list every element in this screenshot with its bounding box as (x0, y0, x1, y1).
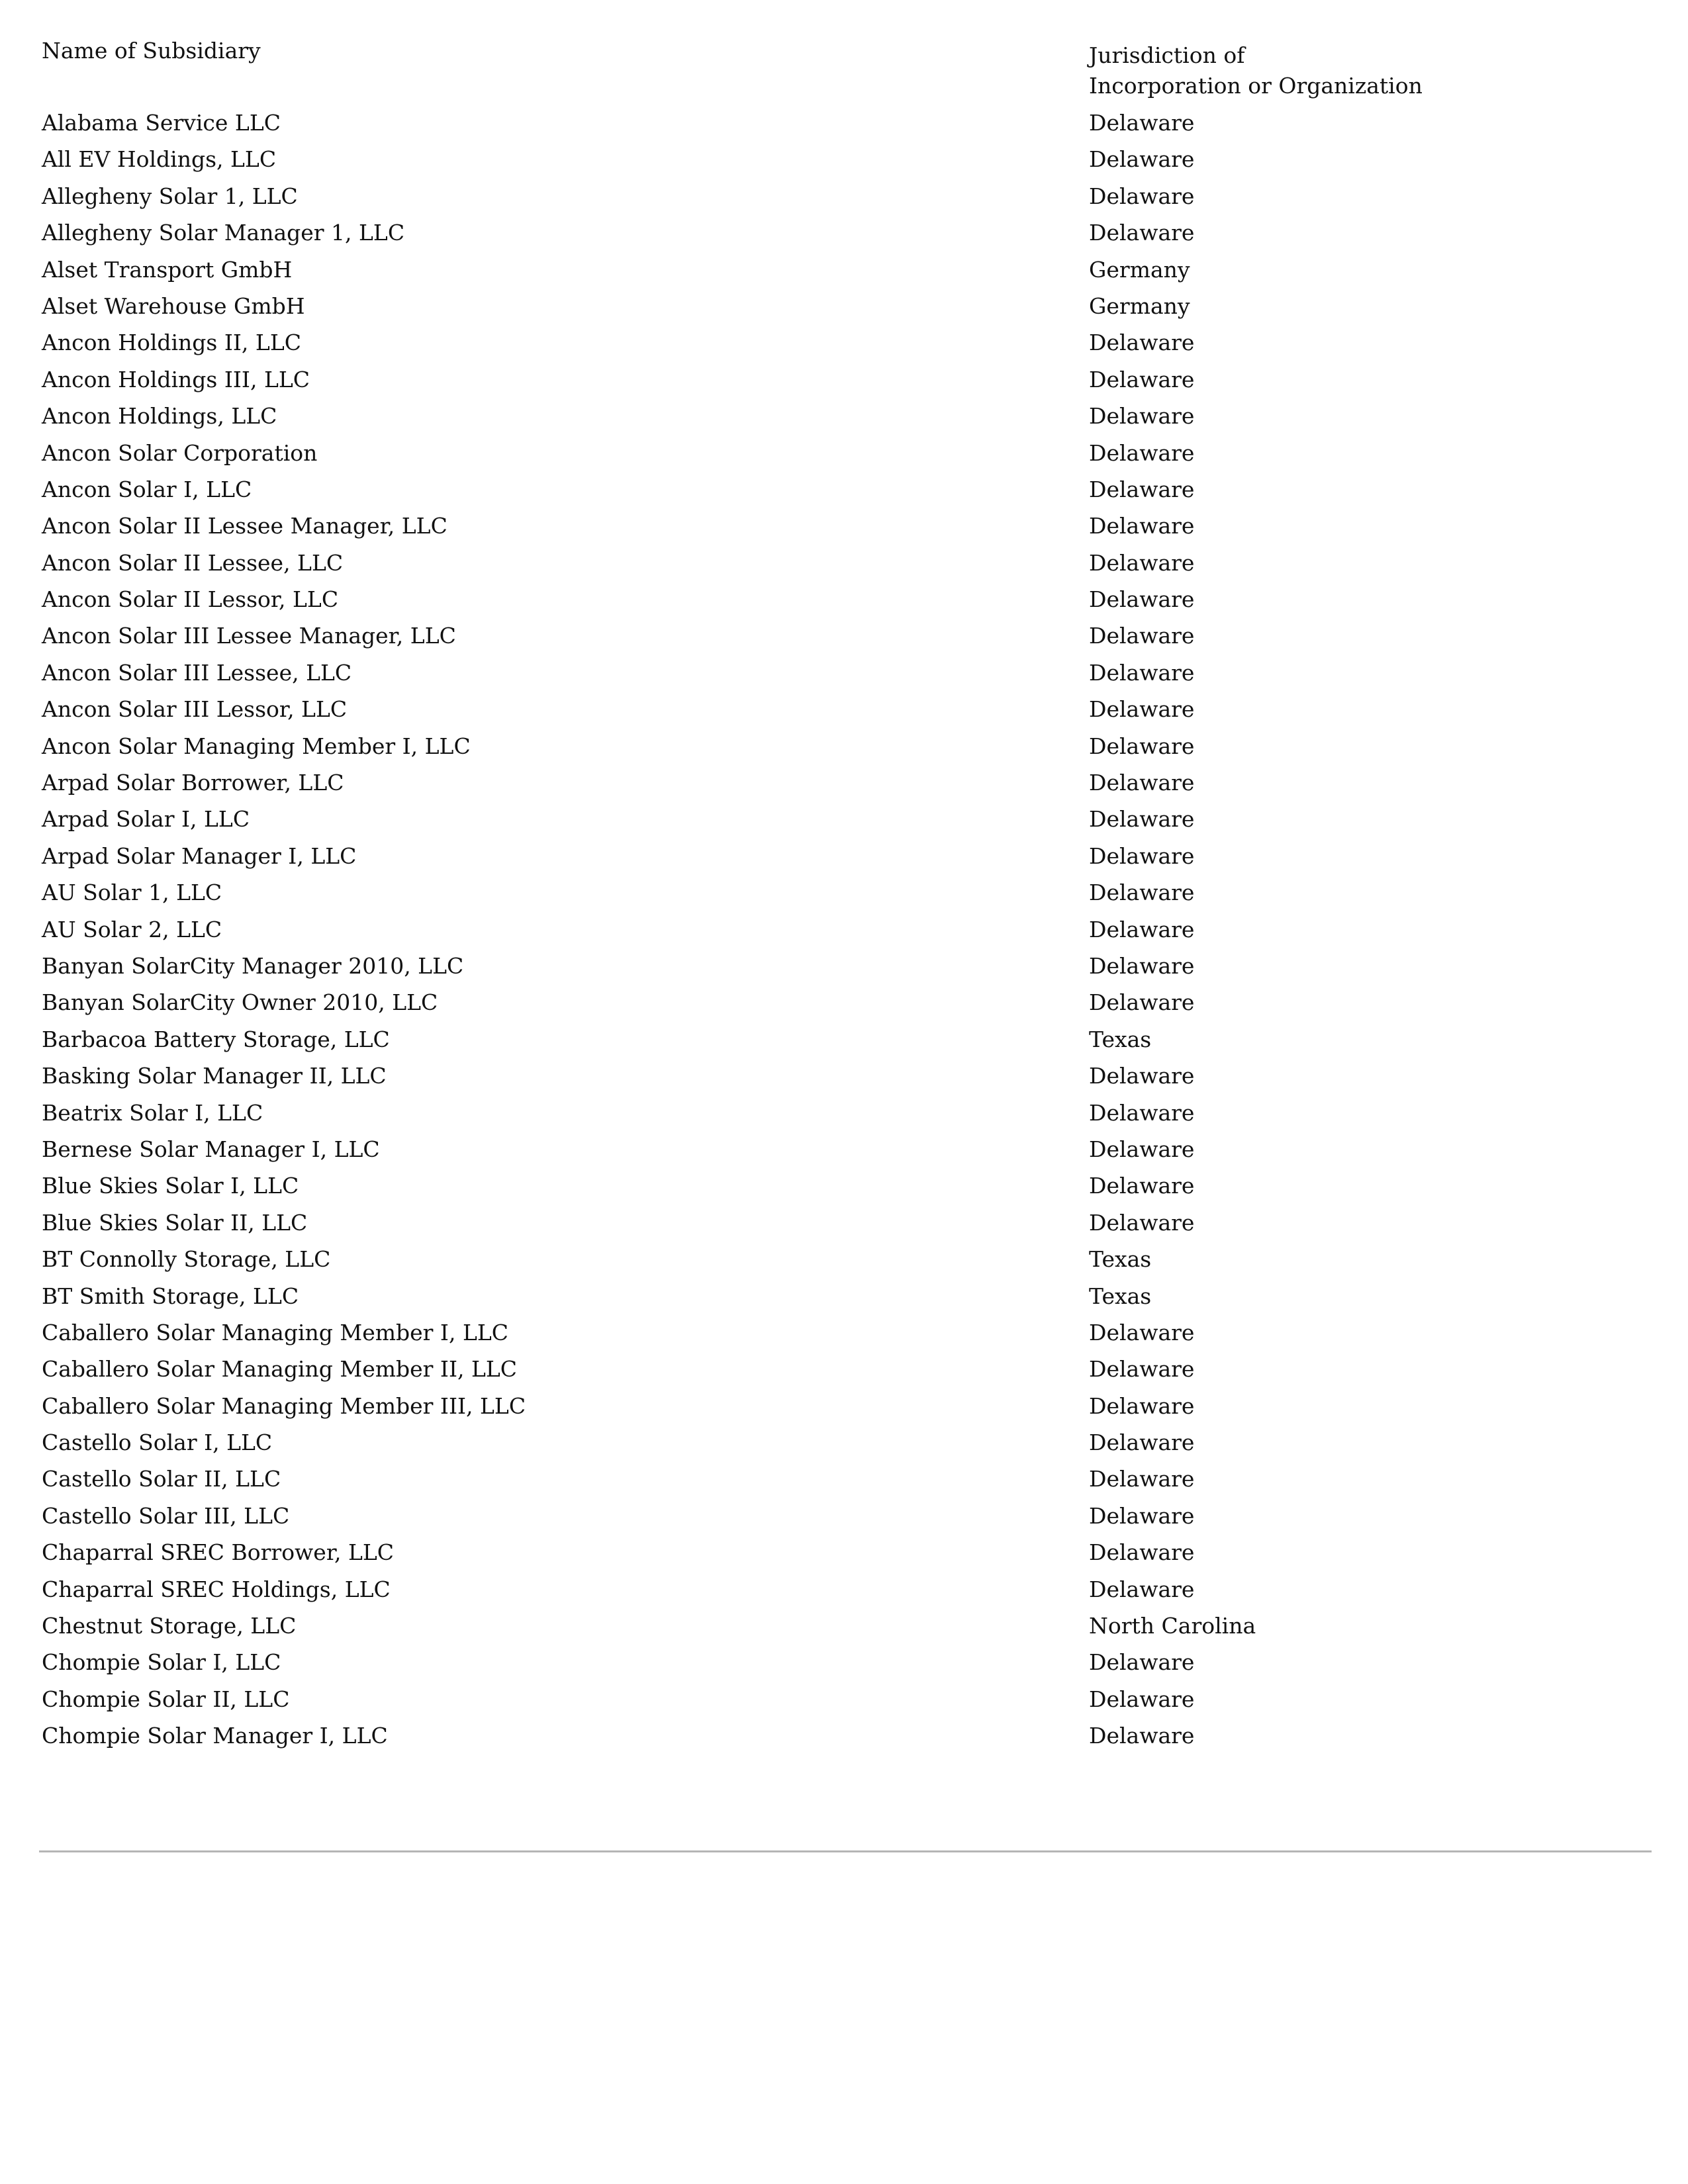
subsidiary-jurisdiction: Delaware (1089, 403, 1195, 430)
table-row (42, 1647, 1644, 1684)
subsidiary-name: Alset Transport GmbH (42, 256, 293, 283)
table-row (42, 878, 1644, 914)
table-row (42, 694, 1644, 731)
subsidiary-name: Ancon Solar III Lessee, LLC (42, 659, 352, 686)
table-row (42, 1134, 1644, 1171)
table-row (42, 1244, 1644, 1281)
table-row (42, 438, 1644, 475)
subsidiary-jurisdiction: Delaware (1089, 1099, 1195, 1126)
subsidiary-name: Arpad Solar Manager I, LLC (42, 842, 357, 869)
subsidiary-jurisdiction: Delaware (1089, 1502, 1195, 1529)
subsidiary-jurisdiction: Delaware (1089, 1576, 1195, 1602)
table-row (42, 1464, 1644, 1500)
subsidiary-jurisdiction: North Carolina (1089, 1613, 1256, 1639)
subsidiary-jurisdiction: Delaware (1089, 1539, 1195, 1566)
subsidiary-name: BT Smith Storage, LLC (42, 1283, 299, 1309)
table-row (42, 1318, 1644, 1354)
subsidiary-name: Arpad Solar I, LLC (42, 806, 250, 833)
table-row (42, 255, 1644, 291)
subsidiary-name: Ancon Solar Corporation (42, 439, 318, 466)
subsidiary-name: Ancon Solar II Lessee Manager, LLC (42, 513, 447, 539)
subsidiary-jurisdiction: Texas (1089, 1026, 1152, 1052)
table-row (42, 1061, 1644, 1097)
table-row (42, 1171, 1644, 1207)
table-row (42, 1391, 1644, 1428)
subsidiary-name: Allegheny Solar Manager 1, LLC (42, 220, 405, 246)
table-row (42, 621, 1644, 657)
subsidiary-jurisdiction: Delaware (1089, 696, 1195, 723)
table-row (42, 218, 1644, 254)
table-row (42, 915, 1644, 951)
subsidiary-jurisdiction: Delaware (1089, 623, 1195, 649)
column-header-jurisdiction (1089, 40, 1423, 101)
subsidiary-jurisdiction: Delaware (1089, 1723, 1195, 1749)
subsidiary-jurisdiction: Delaware (1089, 1430, 1195, 1456)
subsidiary-jurisdiction: Delaware (1089, 1063, 1195, 1089)
subsidiary-name: Ancon Holdings, LLC (42, 403, 277, 430)
table-row (42, 1684, 1644, 1721)
subsidiary-name: Chaparral SREC Holdings, LLC (42, 1576, 391, 1602)
subsidiary-name: Chestnut Storage, LLC (42, 1613, 297, 1639)
subsidiary-name: Castello Solar II, LLC (42, 1466, 281, 1492)
subsidiary-jurisdiction: Delaware (1089, 1319, 1195, 1345)
subsidiary-name: Barbacoa Battery Storage, LLC (42, 1026, 390, 1052)
table-row (42, 951, 1644, 987)
subsidiary-name: Chaparral SREC Borrower, LLC (42, 1539, 395, 1566)
subsidiary-jurisdiction: Delaware (1089, 770, 1195, 796)
table-row (42, 1721, 1644, 1757)
subsidiary-name: Chompie Solar Manager I, LLC (42, 1723, 388, 1749)
table-row (42, 1537, 1644, 1574)
subsidiary-jurisdiction: Delaware (1089, 806, 1195, 833)
subsidiary-jurisdiction: Texas (1089, 1283, 1152, 1309)
subsidiary-jurisdiction: Delaware (1089, 1173, 1195, 1199)
subsidiary-jurisdiction: Delaware (1089, 549, 1195, 576)
subsidiary-jurisdiction: Delaware (1089, 476, 1195, 502)
table-row (42, 401, 1644, 437)
subsidiary-name: AU Solar 1, LLC (42, 880, 222, 906)
subsidiary-name: Castello Solar III, LLC (42, 1502, 290, 1529)
subsidiary-jurisdiction: Delaware (1089, 952, 1195, 979)
subsidiary-jurisdiction: Delaware (1089, 1649, 1195, 1676)
column-header-jurisdiction-line2: Incorporation or Organization (1089, 73, 1423, 99)
table-row (42, 511, 1644, 547)
subsidiary-jurisdiction: Delaware (1089, 733, 1195, 759)
subsidiary-jurisdiction: Delaware (1089, 842, 1195, 869)
subsidiary-jurisdiction: Delaware (1089, 513, 1195, 539)
subsidiary-name: Banyan SolarCity Manager 2010, LLC (42, 952, 464, 979)
subsidiary-name: Allegheny Solar 1, LLC (42, 183, 298, 209)
table-row (42, 144, 1644, 181)
table-row (42, 328, 1644, 364)
subsidiary-jurisdiction: Delaware (1089, 146, 1195, 173)
subsidiary-jurisdiction: Delaware (1089, 1392, 1195, 1419)
table-row (42, 1024, 1644, 1061)
subsidiary-jurisdiction: Delaware (1089, 183, 1195, 209)
subsidiary-name: Caballero Solar Managing Member III, LLC (42, 1392, 526, 1419)
table-row (42, 768, 1644, 804)
table-row (42, 804, 1644, 841)
subsidiary-jurisdiction: Delaware (1089, 366, 1195, 392)
subsidiary-name: Blue Skies Solar I, LLC (42, 1173, 299, 1199)
subsidiary-jurisdiction: Delaware (1089, 880, 1195, 906)
subsidiary-jurisdiction: Delaware (1089, 330, 1195, 356)
subsidiary-name: Basking Solar Manager II, LLC (42, 1063, 387, 1089)
subsidiary-jurisdiction: Texas (1089, 1246, 1152, 1273)
subsidiary-name: Alabama Service LLC (42, 110, 281, 136)
subsidiary-name: Ancon Solar I, LLC (42, 476, 252, 502)
table-row (42, 475, 1644, 511)
subsidiary-name: Chompie Solar I, LLC (42, 1649, 281, 1676)
subsidiary-jurisdiction: Germany (1089, 293, 1190, 319)
table-row (42, 181, 1644, 218)
table-row (42, 841, 1644, 878)
subsidiary-jurisdiction: Delaware (1089, 1136, 1195, 1162)
subsidiary-jurisdiction: Delaware (1089, 1209, 1195, 1236)
subsidiary-jurisdiction: Delaware (1089, 439, 1195, 466)
subsidiary-name: Ancon Solar III Lessor, LLC (42, 696, 348, 723)
column-header-jurisdiction-line1: Jurisdiction of (1089, 42, 1245, 68)
subsidiary-jurisdiction: Delaware (1089, 586, 1195, 613)
subsidiary-name: Caballero Solar Managing Member II, LLC (42, 1356, 518, 1383)
subsidiary-jurisdiction: Delaware (1089, 1686, 1195, 1712)
table-row (42, 365, 1644, 401)
subsidiary-name: All EV Holdings, LLC (42, 146, 277, 173)
table-row (42, 584, 1644, 621)
table-row (42, 987, 1644, 1024)
subsidiary-name: Alset Warehouse GmbH (42, 293, 305, 319)
table-row (42, 108, 1644, 144)
table-row (42, 658, 1644, 694)
table-row (42, 291, 1644, 328)
subsidiary-name: AU Solar 2, LLC (42, 916, 222, 942)
table-row (42, 1428, 1644, 1464)
subsidiary-name: Chompie Solar II, LLC (42, 1686, 290, 1712)
table-row (42, 1501, 1644, 1537)
subsidiary-name: Ancon Solar II Lessee, LLC (42, 549, 344, 576)
subsidiary-jurisdiction: Delaware (1089, 110, 1195, 136)
subsidiary-name: Banyan SolarCity Owner 2010, LLC (42, 989, 438, 1016)
table-row (42, 1098, 1644, 1134)
subsidiary-name: Ancon Solar Managing Member I, LLC (42, 733, 471, 759)
subsidiary-jurisdiction: Delaware (1089, 659, 1195, 686)
page-bottom-rule (39, 1850, 1652, 1852)
subsidiary-jurisdiction: Delaware (1089, 1356, 1195, 1383)
column-header-name: Name of Subsidiary (42, 38, 261, 64)
subsidiary-name: Beatrix Solar I, LLC (42, 1099, 263, 1126)
subsidiary-name: Castello Solar I, LLC (42, 1430, 273, 1456)
subsidiary-jurisdiction: Delaware (1089, 220, 1195, 246)
subsidiary-name: Ancon Holdings II, LLC (42, 330, 301, 356)
subsidiary-name: Ancon Holdings III, LLC (42, 366, 310, 392)
subsidiary-jurisdiction: Delaware (1089, 989, 1195, 1016)
subsidiary-name: Blue Skies Solar II, LLC (42, 1209, 308, 1236)
table-row (42, 1281, 1644, 1318)
subsidiary-name: Arpad Solar Borrower, LLC (42, 770, 344, 796)
subsidiary-jurisdiction: Delaware (1089, 916, 1195, 942)
subsidiary-name: Bernese Solar Manager I, LLC (42, 1136, 380, 1162)
table-row (42, 731, 1644, 768)
table-row (42, 1611, 1644, 1647)
table-row (42, 548, 1644, 584)
subsidiary-name: Caballero Solar Managing Member I, LLC (42, 1319, 509, 1345)
table-row (42, 1208, 1644, 1244)
table-row (42, 1354, 1644, 1390)
table-row (42, 1574, 1644, 1611)
subsidiary-name: Ancon Solar II Lessor, LLC (42, 586, 339, 613)
subsidiary-name: Ancon Solar III Lessee Manager, LLC (42, 623, 456, 649)
subsidiary-name: BT Connolly Storage, LLC (42, 1246, 331, 1273)
subsidiary-jurisdiction: Delaware (1089, 1466, 1195, 1492)
subsidiary-jurisdiction: Germany (1089, 256, 1190, 283)
subsidiary-list (42, 108, 1644, 1758)
